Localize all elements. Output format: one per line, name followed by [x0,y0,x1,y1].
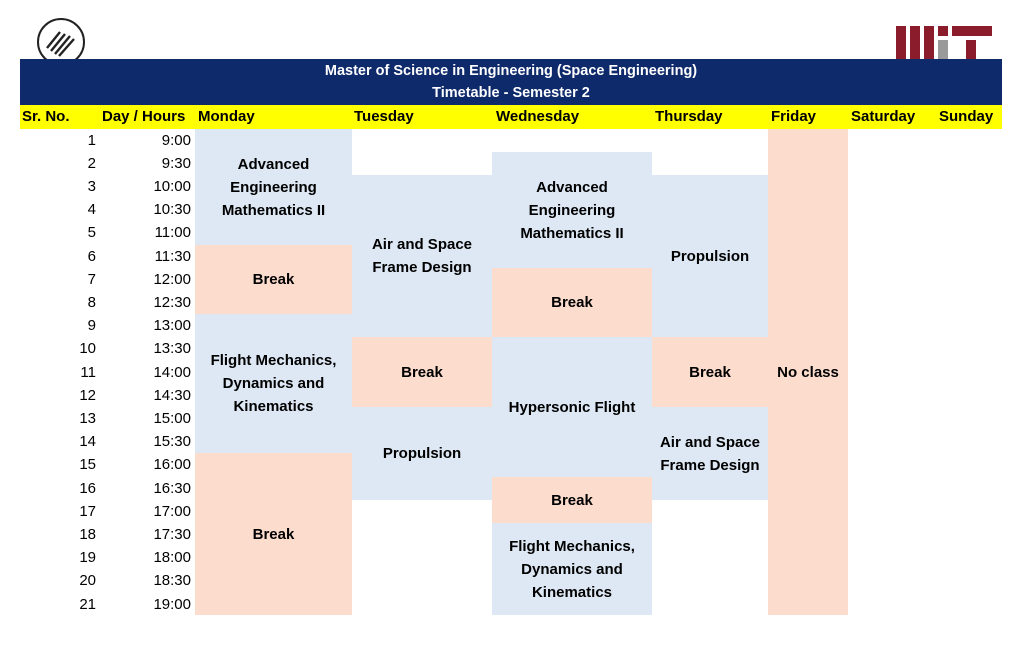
row-time: 13:30 [153,340,191,357]
monday-break-block [195,453,352,615]
row-number: 10 [79,340,96,357]
thursday-break-block [652,337,768,407]
row-number: 20 [79,572,96,589]
row-number: 18 [79,526,96,543]
wednesday-break-block [492,477,652,523]
row-number: 1 [87,132,96,149]
row-time: 9:00 [161,132,191,149]
row-time: 18:00 [153,549,191,566]
row-time: 18:30 [153,572,191,589]
row-time: 11:00 [154,224,191,241]
class-name: Flight Mechanics, Dynamics and Kinematics [210,352,337,415]
row-number: 7 [87,271,96,288]
monday-class-block [195,314,352,453]
class-name: Propulsion [670,247,750,265]
row-number: 5 [87,224,96,241]
day-header-row [20,105,1002,129]
row-number: 2 [87,155,96,172]
class-name: Air and Space Frame Design [371,236,473,276]
header-monday: Monday [198,108,255,125]
header-day-hours: Day / Hours [102,108,186,125]
semester-title: Timetable - Semester 2 [432,85,590,101]
row-number: 6 [87,248,96,265]
class-name: Flight Mechanics, Dynamics and Kinematics [509,537,635,601]
row-time: 17:00 [153,503,191,520]
header-sr-no: Sr. No. [22,108,70,125]
row-number: 16 [79,480,96,497]
thursday-class-block [652,175,768,337]
row-time: 11:30 [154,248,191,265]
row-time: 15:30 [153,433,191,450]
wednesday-class-block [492,523,652,615]
header-wednesday: Wednesday [496,108,580,125]
row-number: 11 [80,364,96,381]
break-label: Break [252,525,295,543]
wednesday-class-block [492,152,652,268]
row-time: 12:30 [153,294,191,311]
break-label: Break [252,271,295,288]
row-number: 15 [79,456,96,473]
row-time: 13:00 [153,317,191,334]
row-time: 12:00 [153,271,191,288]
break-label: Break [551,294,593,311]
row-number: 13 [79,410,96,427]
header-tuesday: Tuesday [354,108,414,125]
row-time: 14:00 [153,364,191,381]
row-number: 19 [79,549,96,566]
row-number: 21 [79,596,96,613]
class-name: Advanced Engineering Mathematics II [520,178,624,242]
timetable-title-bar [20,59,1002,105]
program-title: Master of Science in Engineering (Space Engineering) [324,63,698,79]
row-number: 4 [87,201,96,218]
header-sunday: Sunday [939,108,994,125]
break-label: Break [401,363,443,381]
tuesday-class-block [352,407,492,500]
row-number: 14 [79,433,96,450]
row-time: 10:00 [153,178,191,195]
monday-class-block [195,129,352,245]
tuesday-class-block [352,175,492,337]
row-time: 16:30 [153,480,191,497]
class-name: Advanced Engineering Mathematics II [221,155,326,219]
row-time: 10:30 [153,201,191,218]
row-time: 16:00 [153,456,191,473]
break-label: Break [689,363,731,381]
header-friday: Friday [771,108,817,125]
row-time: 9:30 [161,155,191,172]
no-class-label: No class [777,363,839,381]
friday-no-class-block [768,129,848,615]
row-time: 17:30 [153,526,191,543]
row-time: 14:30 [153,387,191,404]
row-number: 9 [87,317,96,334]
row-time: 19:00 [153,596,191,613]
wednesday-class-block [492,337,652,477]
thursday-class-block [652,407,768,500]
row-number: 8 [87,294,96,311]
row-number: 3 [87,178,96,195]
class-name: Propulsion [382,445,462,462]
row-number: 12 [79,387,96,404]
header-thursday: Thursday [655,108,723,125]
break-label: Break [551,491,593,509]
monday-break-block [195,245,352,314]
class-name: Hypersonic Flight [508,398,636,416]
row-number: 17 [79,503,96,520]
row-time: 15:00 [153,410,191,427]
header-saturday: Saturday [851,108,916,125]
wednesday-break-block [492,268,652,337]
tuesday-break-block [352,337,492,407]
class-name: Air and Space Frame Design [659,433,761,474]
